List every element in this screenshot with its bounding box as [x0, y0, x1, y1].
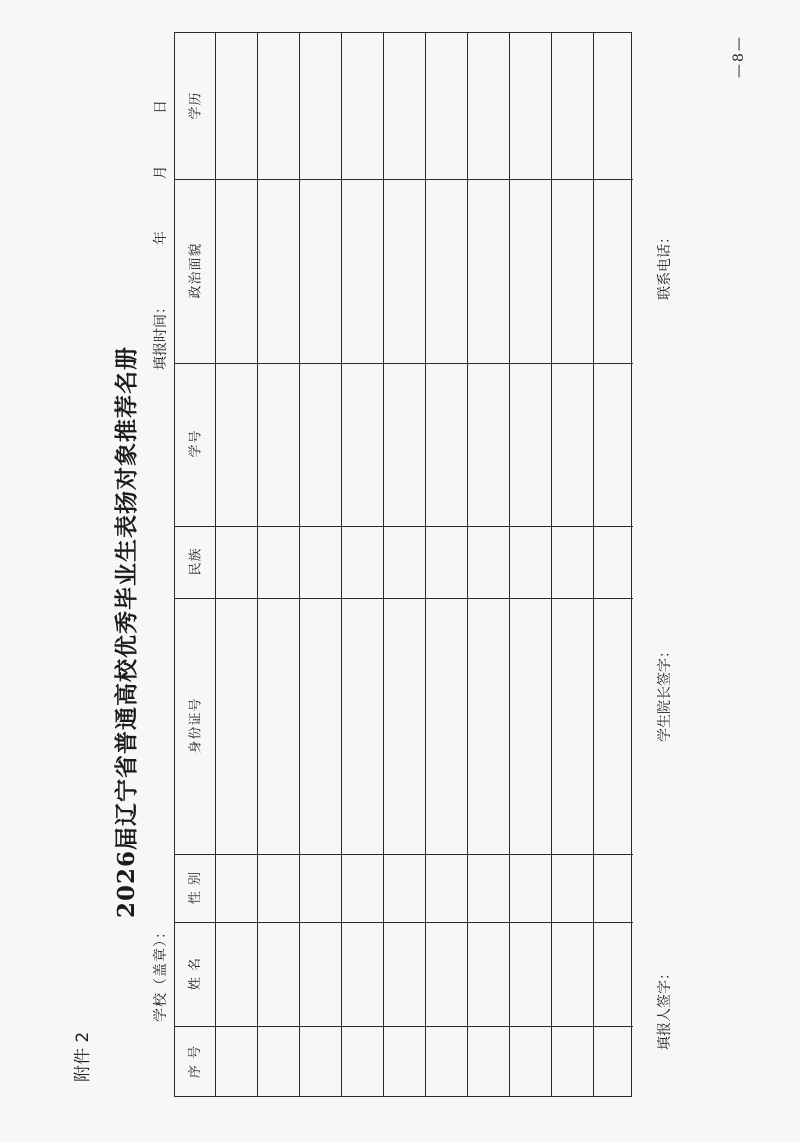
header-political-status: 政治面貌 [188, 241, 204, 299]
column-divider [175, 922, 633, 923]
month-label: 月 [153, 165, 169, 180]
row-divider [425, 33, 426, 1096]
page-number: —8— [731, 35, 747, 78]
header-gender: 性 别 [188, 870, 204, 904]
header-ethnicity: 民族 [188, 546, 204, 576]
row-divider [215, 33, 216, 1096]
header-education: 学历 [188, 90, 204, 120]
column-divider [175, 363, 633, 364]
column-divider [175, 854, 633, 855]
header-name: 姓 名 [188, 956, 204, 990]
filler-signature-label: 填报人签字： [657, 966, 673, 1050]
year-label: 年 [153, 231, 169, 245]
contact-phone-label: 联系电话： [657, 230, 673, 300]
school-stamp-label: 学校（盖章）： [153, 924, 169, 1022]
attachment-label: 附件 2 [73, 1031, 93, 1082]
row-divider [593, 33, 594, 1096]
row-divider [551, 33, 552, 1096]
column-divider [175, 1026, 633, 1027]
column-divider [175, 598, 633, 599]
row-divider [467, 33, 468, 1096]
recommendation-table [174, 32, 632, 1097]
row-divider [299, 33, 300, 1096]
row-divider [257, 33, 258, 1096]
column-divider [175, 526, 633, 527]
fill-time-label: 填报时间： [153, 300, 169, 370]
header-student-id: 学号 [188, 429, 204, 458]
header-serial-number: 序 号 [188, 1044, 204, 1078]
header-id-number: 身份证号 [188, 696, 204, 754]
day-label: 日 [153, 100, 169, 114]
document-title: 2026届辽宁省普通高校优秀毕业生表扬对象推荐名册 [113, 345, 140, 918]
row-divider [341, 33, 342, 1096]
dean-signature-label: 学生院长签字： [657, 644, 673, 742]
column-divider [175, 179, 633, 180]
row-divider [509, 33, 510, 1096]
date-parts [150, 100, 170, 245]
row-divider [383, 33, 384, 1096]
